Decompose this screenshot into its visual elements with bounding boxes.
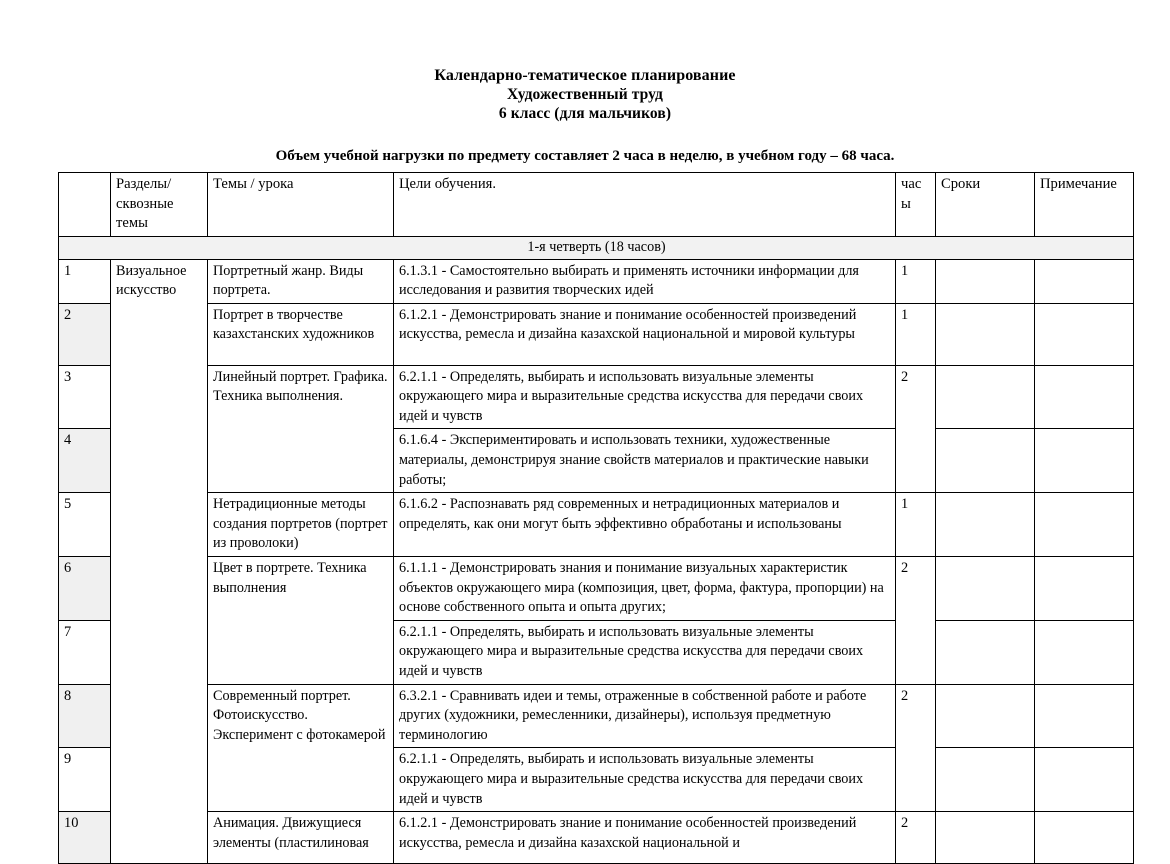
goals-cell: 6.2.1.1 - Определять, выбирать и использовать визуальные элементы окружающего мира и выразительные средства искусства для передачи своих идей и чувств [394, 365, 896, 429]
hours-cell: 1 [896, 259, 936, 303]
goals-cell: 6.2.1.1 - Определять, выбирать и использовать визуальные элементы окружающего мира и выразительные средства искусства для передачи своих идей и чувств [394, 748, 896, 812]
topic-cell: Цвет в портрете. Техника выполнения [208, 557, 394, 685]
row-number: 5 [59, 493, 111, 557]
topic-cell: Современный портрет. Фотоискусство. Эксперимент с фотокамерой [208, 684, 394, 812]
terms-cell[interactable] [936, 620, 1035, 684]
quarter-label: 1-я четверть (18 часов) [59, 236, 1134, 259]
topic-cell: Портрет в творчестве казахстанских художников [208, 303, 394, 365]
hours-cell: 1 [896, 493, 936, 557]
document-title-block [0, 0, 1170, 166]
goals-cell: 6.2.1.1 - Определять, выбирать и использовать визуальные элементы окружающего мира и выразительные средства искусства для передачи своих идей и чувств [394, 620, 896, 684]
row-number: 10 [59, 812, 111, 864]
page-grade: 6 класс (для мальчиков) [498, 105, 672, 122]
header-topic: Темы / урока [208, 173, 394, 237]
page-subject: Художественный труд [507, 86, 663, 103]
notes-cell[interactable] [1035, 748, 1134, 812]
goals-cell: 6.3.2.1 - Сравнивать идеи и темы, отраженные в собственной работе и работе других (художники, ремесленники, дизайнеры), используя предметную терминологию [394, 684, 896, 748]
table-row [59, 303, 1134, 365]
goals-cell: 6.1.1.1 - Демонстрировать знания и понимание визуальных характеристик объектов окружающего мира (композиция, цвет, форма, фактура, пропорции) на основе собственного опыта и опыта других; [394, 557, 896, 621]
header-terms: Сроки [936, 173, 1035, 237]
header-hours: часы [896, 173, 936, 237]
topic-cell: Анимация. Движущиеся элементы (пластилиновая [208, 812, 394, 864]
table-row [59, 684, 1134, 748]
hours-cell: 2 [896, 365, 936, 493]
header-notes: Примечание [1035, 173, 1134, 237]
notes-cell[interactable] [1035, 557, 1134, 621]
terms-cell[interactable] [936, 429, 1035, 493]
terms-cell[interactable] [936, 557, 1035, 621]
header-section: Разделы/ сквозные темы [111, 173, 208, 237]
workload-statement: Объем учебной нагрузки по предмету составляет 2 часа в неделю, в учебном году – 68 часа. [275, 148, 895, 164]
section-cell: Визуальное искусство [111, 259, 208, 864]
terms-cell[interactable] [936, 365, 1035, 429]
hours-cell: 1 [896, 303, 936, 365]
row-number: 4 [59, 429, 111, 493]
hours-cell: 2 [896, 684, 936, 812]
notes-cell[interactable] [1035, 259, 1134, 303]
table-row [59, 493, 1134, 557]
page-title: Календарно-тематическое планирование [434, 67, 736, 84]
table-header [59, 173, 1134, 237]
ktp-table [58, 172, 1134, 864]
notes-cell[interactable] [1035, 429, 1134, 493]
quarter-divider-row [59, 236, 1134, 259]
table-row [59, 812, 1134, 864]
goals-cell: 6.1.6.4 - Экспериментировать и использовать техники, художественные материалы, демонстрируя знание свойств материалов и практические навыки работы; [394, 429, 896, 493]
hours-cell: 2 [896, 557, 936, 685]
topic-cell: Нетрадиционные методы создания портретов (портрет из проволоки) [208, 493, 394, 557]
terms-cell[interactable] [936, 303, 1035, 365]
table-body [59, 236, 1134, 864]
row-number: 9 [59, 748, 111, 812]
notes-cell[interactable] [1035, 303, 1134, 365]
notes-cell[interactable] [1035, 684, 1134, 748]
goals-cell: 6.1.6.2 - Распознавать ряд современных и нетрадиционных материалов и определять, как они могут быть эффективно обработаны и использованы [394, 493, 896, 557]
ktp-table-wrap [58, 172, 1133, 864]
row-number: 6 [59, 557, 111, 621]
terms-cell[interactable] [936, 748, 1035, 812]
topic-cell: Портретный жанр. Виды портрета. [208, 259, 394, 303]
table-row [59, 557, 1134, 621]
table-row [59, 259, 1134, 303]
header-goals: Цели обучения. [394, 173, 896, 237]
header-num [59, 173, 111, 237]
terms-cell[interactable] [936, 259, 1035, 303]
terms-cell[interactable] [936, 493, 1035, 557]
table-row [59, 365, 1134, 429]
hours-cell: 2 [896, 812, 936, 864]
notes-cell[interactable] [1035, 365, 1134, 429]
notes-cell[interactable] [1035, 493, 1134, 557]
row-number: 8 [59, 684, 111, 748]
notes-cell[interactable] [1035, 620, 1134, 684]
goals-cell: 6.1.2.1 - Демонстрировать знание и понимание особенностей произведений искусства, ремесла и дизайна казахской национальной и [394, 812, 896, 864]
terms-cell[interactable] [936, 684, 1035, 748]
goals-cell: 6.1.2.1 - Демонстрировать знание и понимание особенностей произведений искусства, ремесла и дизайна казахской национальной и мировой культуры [394, 303, 896, 365]
row-number: 1 [59, 259, 111, 303]
row-number: 3 [59, 365, 111, 429]
terms-cell[interactable] [936, 812, 1035, 864]
goals-cell: 6.1.3.1 - Самостоятельно выбирать и применять источники информации для исследования и развития творческих идей [394, 259, 896, 303]
header-row [59, 173, 1134, 237]
row-number: 7 [59, 620, 111, 684]
topic-cell: Линейный портрет. Графика. Техника выполнения. [208, 365, 394, 493]
row-number: 2 [59, 303, 111, 365]
notes-cell[interactable] [1035, 812, 1134, 864]
